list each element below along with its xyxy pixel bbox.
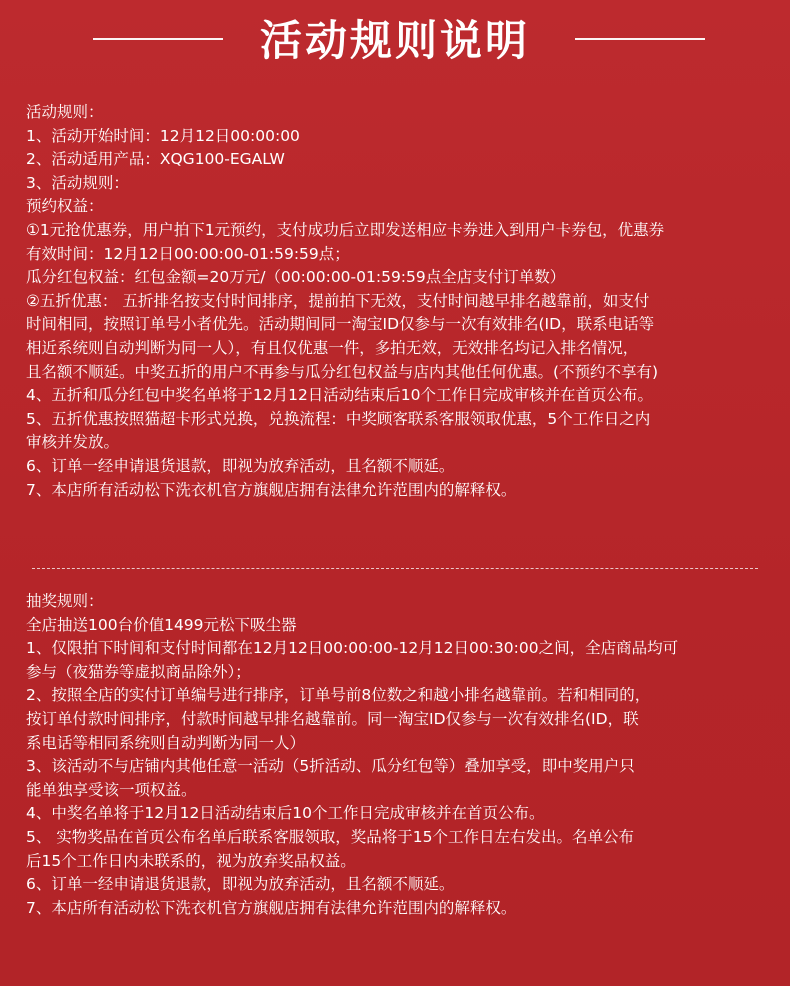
rule-line: 6、订单一经申请退货退款，即视为放弃活动，且名额不顺延。	[26, 456, 455, 475]
rule-line: 4、五折和瓜分红包中奖名单将于12月12日活动结束后10个工作日完成审核并在首页公布。	[26, 386, 654, 405]
rule-line: 全店抽送100台价值1499元松下吸尘器	[26, 615, 297, 634]
rule-line: 预约权益：	[26, 197, 104, 216]
rule-line: 1、仅限拍下时间和支付时间都在12月12日00:00:00-12月12日00:30:00之间，全店商品均可	[26, 639, 679, 658]
header	[0, 0, 790, 90]
rule-line: 3、活动规则：	[26, 173, 129, 192]
rule-line: 2、活动适用产品：XQG100-EGALW	[26, 150, 285, 169]
rule-line: 瓜分红包权益：红包金额=20万元/（00:00:00-01:59:59点全店支付订单数）	[26, 268, 566, 287]
activity-rules-section	[26, 101, 778, 502]
lottery-rules-section	[26, 590, 778, 920]
page-title: 活动规则说明	[259, 16, 530, 65]
rule-line: 能单独享受该一项权益。	[26, 780, 197, 799]
rule-line: 且名额不顺延。中奖五折的用户不再参与瓜分红包权益与店内其他任何优惠。(不预约不享有)	[26, 362, 659, 381]
dashed-divider	[32, 568, 758, 569]
rule-line: 相近系统则自动判断为同一人），有且仅优惠一件，多拍无效，无效排名均记入排名情况，	[26, 338, 639, 357]
rule-line: 活动规则：	[26, 103, 104, 121]
rule-line: 3、该活动不与店铺内其他任意一活动（5折活动、瓜分红包等）叠加享受，即中奖用户只	[26, 757, 635, 776]
rule-line: 4、中奖名单将于12月12日活动结束后10个工作日完成审核并在首页公布。	[26, 804, 545, 823]
rule-line: 参与（夜猫券等虚拟商品除外）；	[26, 662, 251, 681]
title-right-rule	[575, 38, 705, 40]
rule-line: 抽奖规则：	[26, 592, 104, 610]
rule-line: 2、按照全店的实付订单编号进行排序，订单号前8位数之和越小排名越靠前。若和相同的，	[26, 686, 651, 705]
rule-line: 系电话等相同系统则自动判断为同一人）	[26, 733, 306, 752]
rule-line: 按订单付款时间排序，付款时间越早排名越靠前。同一淘宝ID仅参与一次有效排名(ID，联	[26, 709, 639, 728]
rule-line: 5、 实物奖品在首页公布名单后联系客服领取，奖品将于15个工作日左右发出。名单公布	[26, 827, 635, 846]
rule-line: 有效时间：12月12日00:00:00-01:59:59点；	[26, 244, 350, 263]
rule-line: ②五折优惠： 五折排名按支付时间排序，提前拍下无效，支付时间越早排名越靠前，如支付	[26, 291, 650, 310]
rule-line: 6、订单一经申请退货退款，即视为放弃活动，且名额不顺延。	[26, 875, 455, 894]
rule-line: 5、五折优惠按照猫超卡形式兑换，兑换流程：中奖顾客联系客服领取优惠，5个工作日之内	[26, 409, 651, 428]
rule-line: 后15个工作日内未联系的，视为放弃奖品权益。	[26, 851, 356, 870]
rule-line: 7、本店所有活动松下洗衣机官方旗舰店拥有法律允许范围内的解释权。	[26, 898, 517, 917]
rule-line: 1、活动开始时间：12月12日00:00:00	[26, 126, 300, 145]
rule-line: 7、本店所有活动松下洗衣机官方旗舰店拥有法律允许范围内的解释权。	[26, 480, 517, 499]
rule-line: ①1元抢优惠券，用户拍下1元预约，支付成功后立即发送相应卡券进入到用户卡券包，优惠券	[26, 220, 665, 239]
rule-line: 审核并发放。	[26, 433, 120, 452]
rule-line: 时间相同，按照订单号小者优先。活动期间同一淘宝ID仅参与一次有效排名(ID，联系电话等	[26, 315, 655, 334]
